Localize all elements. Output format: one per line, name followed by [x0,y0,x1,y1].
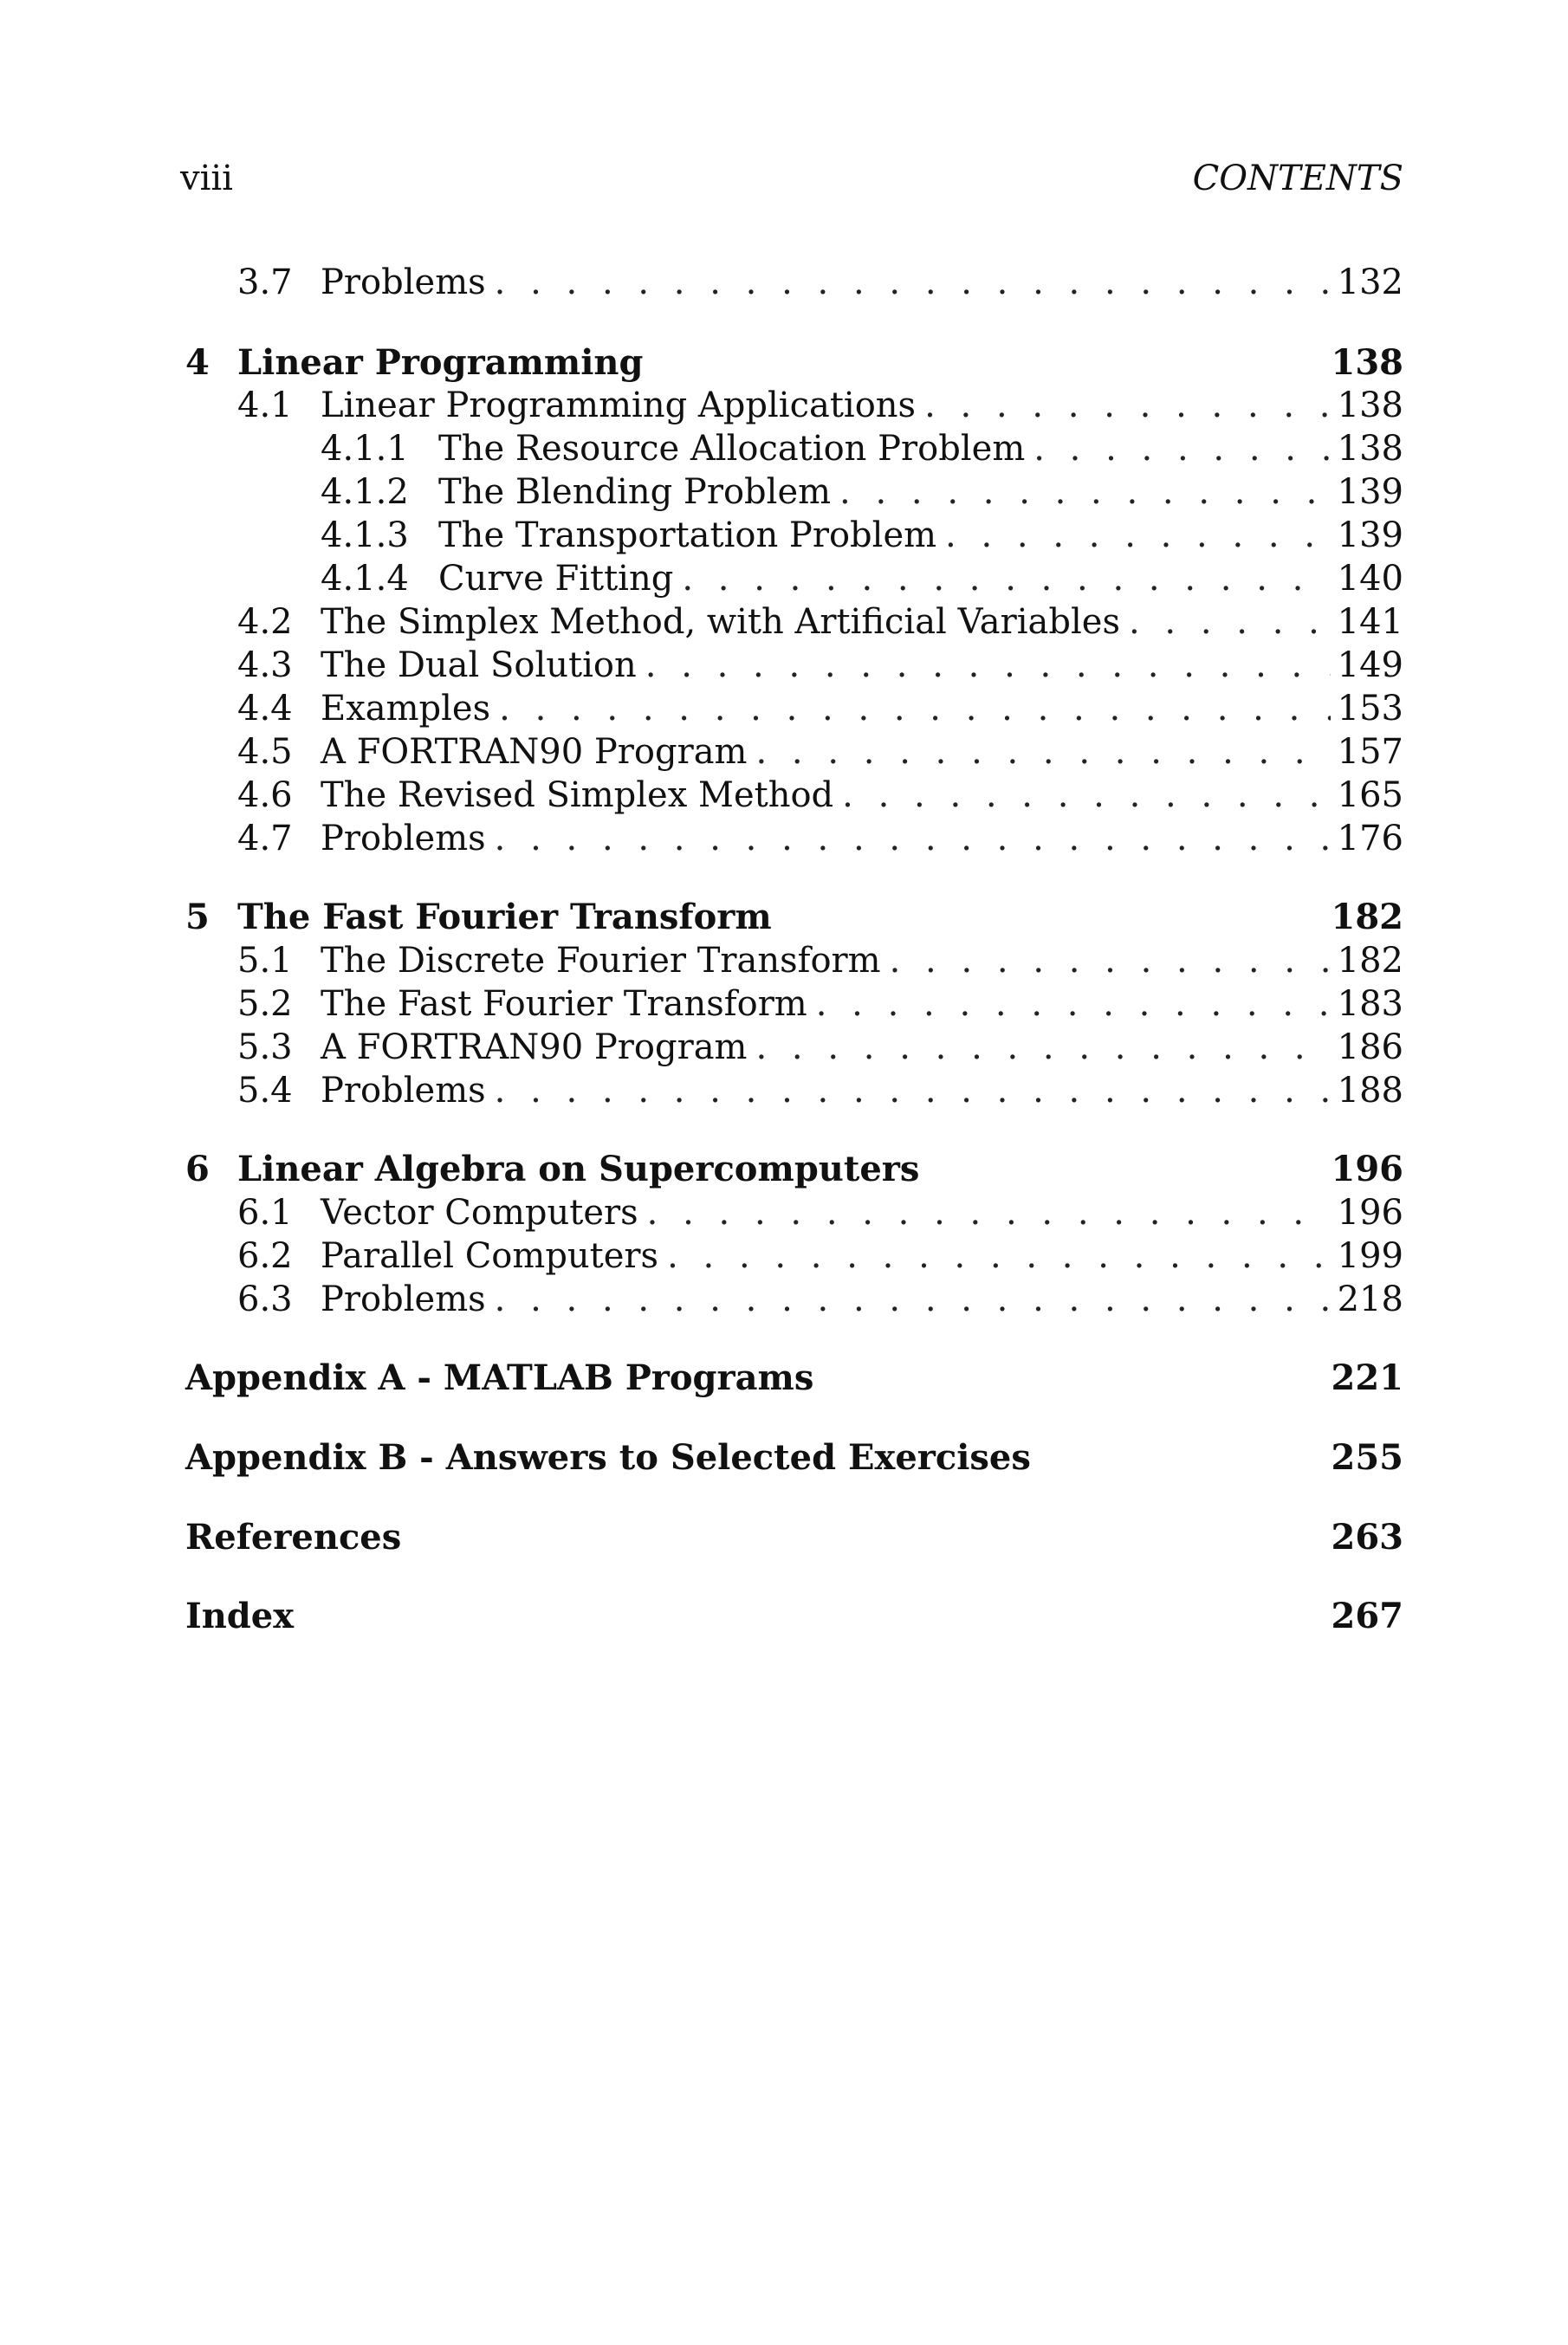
toc-entry-chapter [185,340,1403,385]
toc-entry-title: Problems [321,262,486,302]
toc-entry-title: The Discrete Fourier Transform [321,941,881,981]
toc-entry-page: 196 [1337,1193,1403,1233]
toc-entry-title: The Blending Problem [438,472,832,512]
toc-entry-title: Appendix A - MATLAB Programs [185,1357,814,1398]
toc-entry-section [185,1068,1403,1113]
toc-entry-title: References [185,1517,402,1558]
toc-entry-page: 183 [1337,984,1403,1024]
toc-entry-title: The Resource Allocation Problem [438,429,1026,469]
toc-entry-title: Parallel Computers [321,1236,659,1276]
toc-entry-page: 176 [1337,819,1403,858]
dot-leader [890,938,1331,983]
toc-entry-number: 4.2 [237,602,293,642]
dot-leader [816,981,1331,1027]
toc-entry-page: 141 [1337,602,1403,642]
toc-entry-chapter [185,895,1403,940]
toc-entry-title: Index [185,1596,295,1636]
toc-entry-subsection [185,513,1403,558]
dot-leader [682,556,1330,601]
toc-entry-number: 4.4 [237,689,293,729]
toc-entry-appendix [185,1594,1403,1639]
toc-entry-subsection [185,470,1403,515]
toc-entry-page: 138 [1331,342,1403,383]
toc-entry-title: The Fast Fourier Transform [321,984,807,1024]
dot-leader [495,260,1331,305]
toc-entry-section [185,686,1403,731]
toc-entry-number: 4.7 [237,819,293,858]
toc-entry-section [185,1190,1403,1235]
dot-leader [924,383,1331,428]
toc-entry-page: 139 [1337,472,1403,512]
toc-entry-page: 182 [1337,941,1403,981]
toc-entry-title: Problems [321,1279,486,1319]
toc-entry-title: Curve Fitting [438,559,674,599]
toc-entry-title: The Fast Fourier Transform [237,897,772,937]
toc-entry-page: 157 [1337,732,1403,772]
dot-leader [945,513,1331,558]
toc-entry-number: 5.1 [237,941,293,981]
toc-entry-number: 6.1 [237,1193,293,1233]
toc-entry-page: 263 [1331,1517,1403,1558]
toc-entry-page: 138 [1337,429,1403,469]
toc-entry-page: 199 [1337,1236,1403,1276]
toc-entry-chapter [185,1147,1403,1192]
toc-entry-subsection [185,426,1403,471]
toc-entry-title: The Dual Solution [321,645,637,685]
toc-entry-page: 182 [1331,897,1403,937]
toc-entry-page: 140 [1337,559,1403,599]
toc-entry-page: 255 [1331,1437,1403,1478]
toc-entry-title: Linear Programming Applications [321,385,917,425]
toc-entry-page: 267 [1331,1596,1403,1636]
dot-leader [839,470,1331,515]
toc-entry-number: 4.1.2 [321,472,409,512]
toc-entry-page: 139 [1337,515,1403,555]
toc-entry-number: 4.5 [237,732,293,772]
toc-entry-section [185,816,1403,861]
dot-leader [842,773,1330,818]
page-number-label: viii [180,159,233,198]
toc-entry-title: Vector Computers [321,1193,638,1233]
toc-entry-title: The Transportation Problem [438,515,937,555]
toc-entry-page: 186 [1337,1027,1403,1067]
toc-entry-title: A FORTRAN90 Program [321,1027,748,1067]
dot-leader [755,729,1330,774]
toc-entry-number: 5.3 [237,1027,293,1067]
toc-entry-number: 3.7 [237,262,293,302]
toc-entry-title: Linear Algebra on Supercomputers [237,1149,920,1189]
toc-entry-section [185,981,1403,1027]
toc-entry-number: 4.3 [237,645,293,685]
dot-leader [495,816,1331,861]
toc-entry-number: 6.2 [237,1236,293,1276]
toc-entry-page: 138 [1337,385,1403,425]
toc-entry-section [185,1277,1403,1322]
toc-entry-number: 4.1.4 [321,559,409,599]
toc-entry-page: 218 [1337,1279,1403,1319]
toc-entry-page: 149 [1337,645,1403,685]
toc-entry-number: 4.1.1 [321,429,409,469]
toc-entry-appendix [185,1515,1403,1560]
running-title: CONTENTS [1192,159,1403,198]
toc-entry-appendix [185,1435,1403,1480]
toc-entry-number: 5 [185,897,210,937]
dot-leader [495,1068,1331,1113]
dot-leader [647,1190,1331,1235]
toc-entry-page: 221 [1331,1357,1403,1398]
dot-leader [755,1025,1330,1070]
toc-entry-number: 5.2 [237,984,293,1024]
toc-entry-page: 188 [1337,1071,1403,1111]
toc-entry-section [185,773,1403,818]
toc-entry-section [185,1025,1403,1070]
toc-entry-section [185,383,1403,428]
dot-leader [499,686,1331,731]
toc-entry-title: The Revised Simplex Method [321,775,834,815]
dot-leader [645,643,1331,688]
toc-entry-title: Examples [321,689,491,729]
toc-entry-section [185,599,1403,645]
toc-entry-number: 4.1 [237,385,293,425]
toc-entry-section [185,260,1403,305]
dot-leader [1129,599,1331,645]
toc-entry-title: The Simplex Method, with Artificial Variables [321,602,1120,642]
toc-entry-section [185,1234,1403,1279]
toc-entry-title: Appendix B - Answers to Selected Exercises [185,1437,1031,1478]
toc-entry-number: 4.6 [237,775,293,815]
toc-entry-number: 4 [185,342,210,383]
toc-entry-appendix [185,1356,1403,1401]
toc-entry-title: Problems [321,819,486,858]
toc-entry-subsection [185,556,1403,601]
dot-leader [495,1277,1331,1322]
toc-entry-number: 6 [185,1149,210,1189]
dot-leader [1033,426,1330,471]
toc-entry-number: 5.4 [237,1071,293,1111]
dot-leader [667,1234,1331,1279]
toc-entry-page: 132 [1337,262,1403,302]
toc-entry-section [185,643,1403,688]
toc-entry-title: Linear Programming [237,342,644,383]
toc-entry-number: 4.1.3 [321,515,409,555]
toc-entry-section [185,938,1403,983]
toc-entry-page: 165 [1337,775,1403,815]
toc-entry-number: 6.3 [237,1279,293,1319]
toc-entry-section [185,729,1403,774]
toc-entry-page: 153 [1337,689,1403,729]
toc-entry-page: 196 [1331,1149,1403,1189]
toc-entry-title: Problems [321,1071,486,1111]
toc-entry-title: A FORTRAN90 Program [321,732,748,772]
